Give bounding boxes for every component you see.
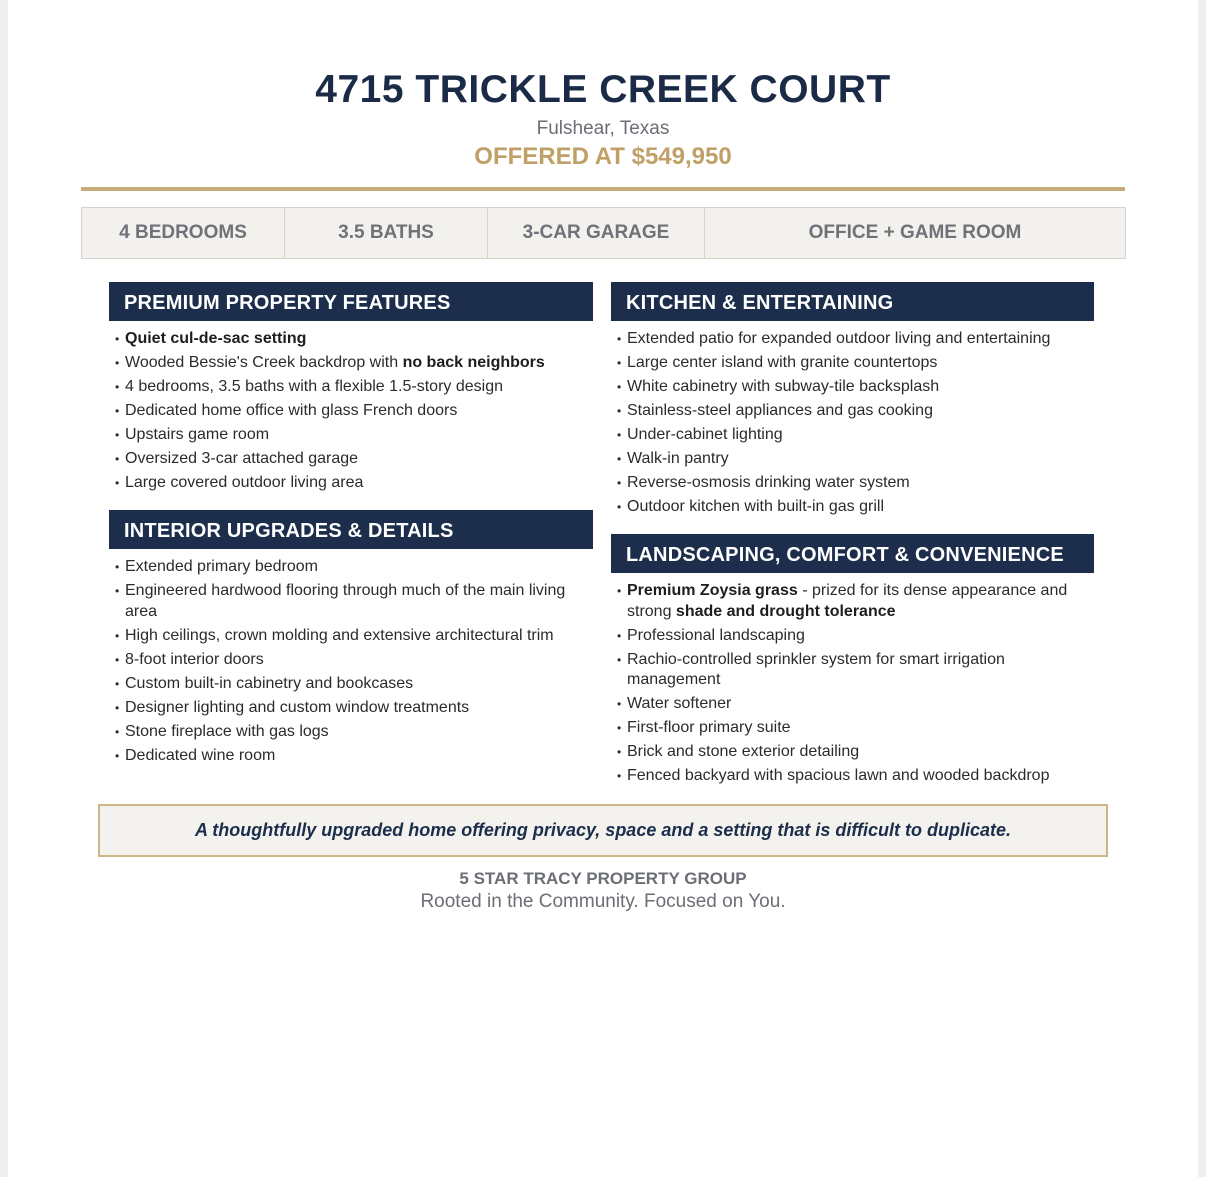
agent-group-name: 5 STAR TRACY PROPERTY GROUP [459, 869, 747, 888]
list-item: • Rachio-controlled sprinkler system for smart irrigation management [617, 650, 1089, 691]
list-item: • Professional landscaping [617, 626, 1089, 647]
list-item: • 8-foot interior doors [115, 650, 585, 671]
tagline-text: A thoughtfully upgraded home offering privacy, space and a setting that is difficult to duplicate. [194, 820, 1012, 840]
list-item: • Under-cabinet lighting [617, 425, 1094, 446]
list-item: • Walk-in pantry [617, 449, 1094, 470]
stat-baths: 3.5 BATHS [285, 208, 488, 258]
section-header-interior-upgrades: INTERIOR UPGRADES & DETAILS [109, 510, 593, 549]
property-address-title: 4715 TRICKLE CREEK COURT [315, 68, 891, 111]
list-item: • Premium Zoysia grass - prized for its dense appearance and strong shade and drought tolerance [617, 581, 1089, 622]
tagline-box [98, 804, 1108, 857]
section-header-landscaping: LANDSCAPING, COMFORT & CONVENIENCE [611, 534, 1094, 573]
list-item: • Quiet cul-de-sac setting [115, 329, 593, 350]
landscaping-list [617, 581, 1089, 790]
list-item: • High ceilings, crown molding and extensive architectural trim [115, 626, 585, 647]
list-item: • Water softener [617, 694, 1089, 715]
list-item: • Large covered outdoor living area [115, 473, 593, 494]
list-item: • White cabinetry with subway-tile backsplash [617, 377, 1094, 398]
list-item: • Stone fireplace with gas logs [115, 722, 585, 743]
list-item: • Brick and stone exterior detailing [617, 742, 1089, 763]
list-item: • First-floor primary suite [617, 718, 1089, 739]
list-item: • Upstairs game room [115, 425, 593, 446]
list-item: • Dedicated home office with glass French doors [115, 401, 593, 422]
list-item: • Custom built-in cabinetry and bookcases [115, 674, 585, 695]
offered-price: OFFERED AT $549,950 [474, 143, 732, 170]
premium-features-list [115, 329, 593, 497]
section-header-premium-features: PREMIUM PROPERTY FEATURES [109, 282, 593, 321]
list-item: • Oversized 3-car attached garage [115, 449, 593, 470]
section-header-kitchen: KITCHEN & ENTERTAINING [611, 282, 1094, 321]
agent-motto: Rooted in the Community. Focused on You. [420, 891, 786, 912]
stat-garage: 3-CAR GARAGE [488, 208, 705, 258]
stat-office-game-room: OFFICE + GAME ROOM [808, 222, 1022, 243]
list-item: • Designer lighting and custom window treatments [115, 698, 585, 719]
list-item: • Large center island with granite countertops [617, 353, 1094, 374]
list-item: • Stainless-steel appliances and gas cooking [617, 401, 1094, 422]
property-location: Fulshear, Texas [536, 118, 670, 139]
list-item: • 4 bedrooms, 3.5 baths with a flexible 1.5-story design [115, 377, 593, 398]
list-item: • Extended patio for expanded outdoor living and entertaining [617, 329, 1094, 350]
list-item: • Outdoor kitchen with built-in gas grill [617, 497, 1094, 518]
list-item: • Fenced backyard with spacious lawn and wooded backdrop [617, 766, 1089, 787]
list-item: • Engineered hardwood flooring through much of the main living area [115, 581, 585, 622]
stat-bedrooms: 4 BEDROOMS [82, 208, 285, 258]
interior-upgrades-list [115, 557, 585, 770]
list-item: • Dedicated wine room [115, 746, 585, 767]
list-item: • Extended primary bedroom [115, 557, 585, 578]
kitchen-list [617, 329, 1094, 521]
list-item: • Wooded Bessie's Creek backdrop with no back neighbors [115, 353, 593, 374]
gold-divider [81, 187, 1125, 191]
list-item: • Reverse-osmosis drinking water system [617, 473, 1094, 494]
stats-bar [81, 207, 1126, 259]
